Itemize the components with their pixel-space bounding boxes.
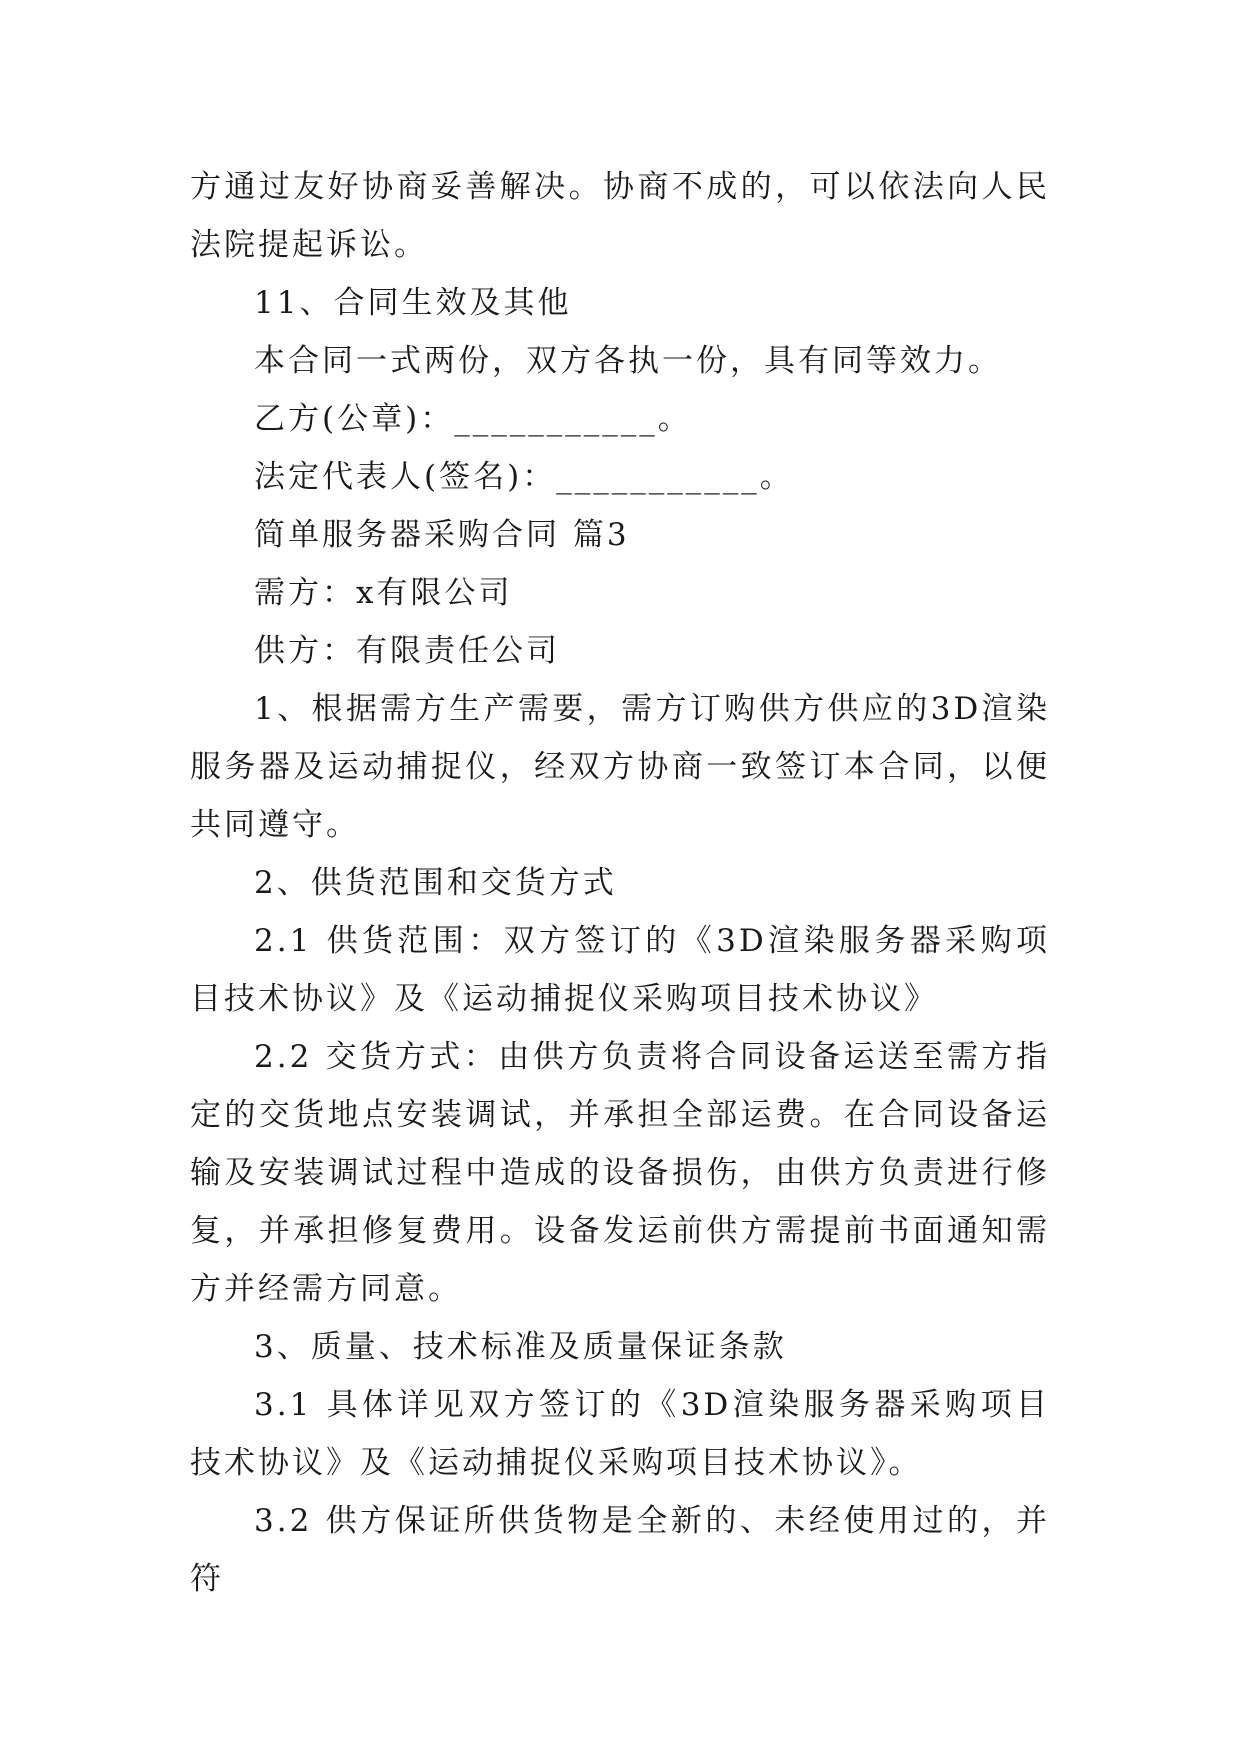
document-body [190,158,1050,1608]
clause-2-2: 2.2 交货方式：由供方负责将合同设备运送至需方指定的交货地点安装调试，并承担全部运费。在合同设备运输及安装调试过程中造成的设备损伤，由供方负责进行修复，并承担修复费用。设备发运前供方需提前书面通知需方并经需方同意。 [190,1039,1050,1307]
party-buyer: 需方：x有限公司 [254,575,513,611]
party-supplier: 供方：有限责任公司 [254,633,560,669]
heading-clause-2: 2、供货范围和交货方式 [254,865,617,901]
paragraph-copies: 本合同一式两份，双方各执一份，具有同等效力。 [254,343,1002,379]
clause-2-1: 2.1 供货范围：双方签订的《3D渲染服务器采购项目技术协议》及《运动捕捉仪采购项目技术协议》 [190,923,1050,1017]
section-title-contract-3: 简单服务器采购合同 篇3 [254,517,630,553]
clause-3-2: 3.2 供方保证所供货物是全新的、未经使用过的，并符 [190,1503,1050,1597]
clause-3-1: 3.1 具体详见双方签订的《3D渲染服务器采购项目技术协议》及《运动捕捉仪采购项目技术协议》。 [190,1387,1050,1481]
signature-party-b-seal: 乙方(公章)：___________。 [254,401,692,437]
heading-clause-11: 11、合同生效及其他 [254,285,572,321]
clause-1: 1、根据需方生产需要，需方订购供方供应的3D渲染服务器及运动捕捉仪，经双方协商一致签订本合同，以便共同遵守。 [190,691,1050,843]
heading-clause-3: 3、质量、技术标准及质量保证条款 [254,1329,787,1365]
signature-legal-representative: 法定代表人(签名)：___________。 [254,459,794,495]
paragraph-dispute-resolution: 方通过友好协商妥善解决。协商不成的，可以依法向人民法院提起诉讼。 [190,169,1050,263]
